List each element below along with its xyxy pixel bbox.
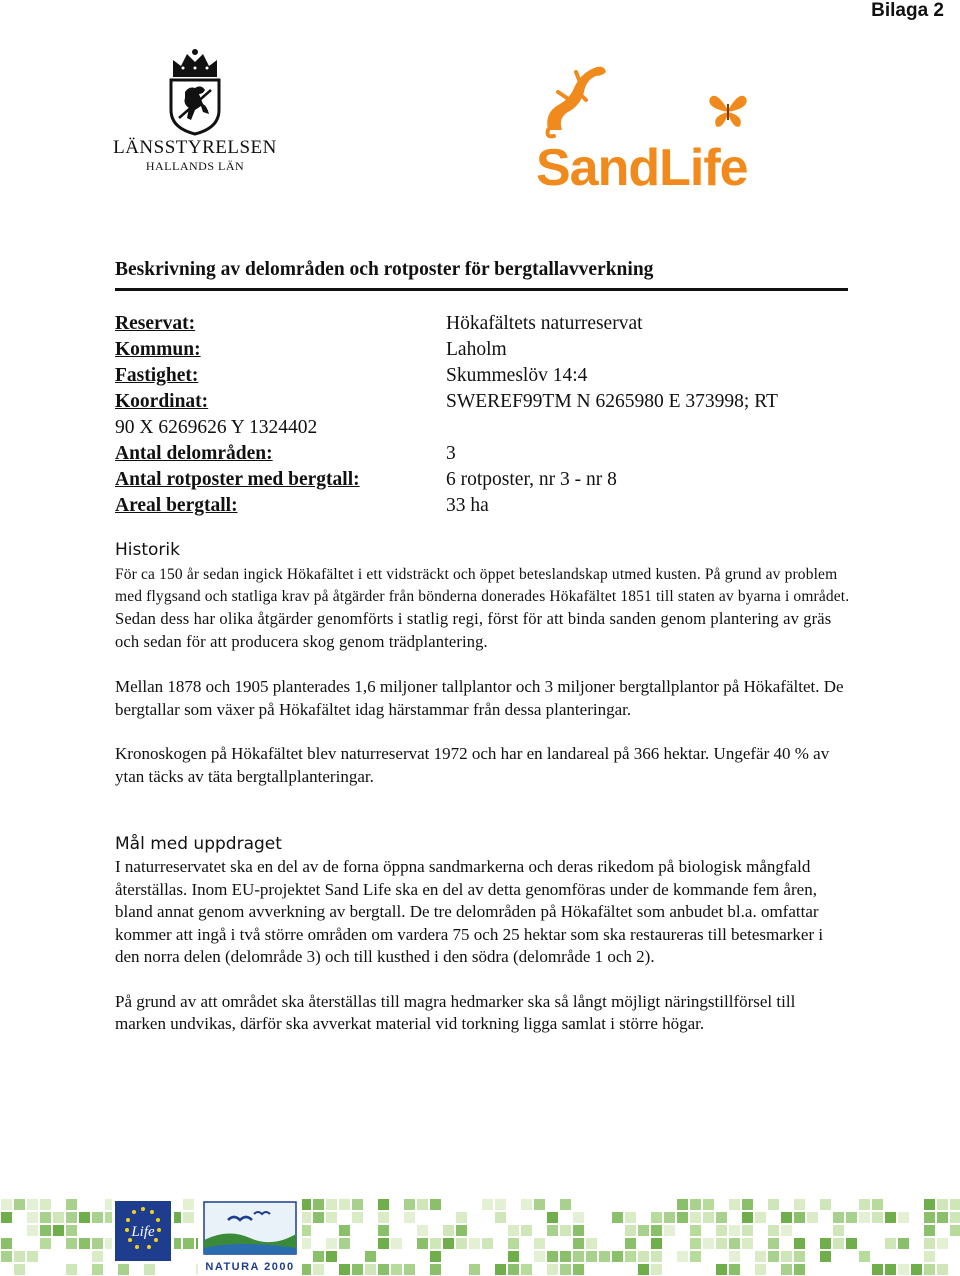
natura-logo-text: NATURA 2000 (205, 1261, 295, 1273)
footer-tile (27, 1251, 38, 1262)
mal-paragraph: I naturreservatet ska en del av de forna öppna sandmarkerna och deras rikedom på biologisk mångfald återställas. Inom EU-projektet Sand Life ska en del av detta genomföras under de kommande fem åren, bland annat genom avverkning av bergtall. De tre delområden på Hökafältet som anbudet bl.a. omfattar kommer att ingå i två större områden om vardera 75 och 25 hektar som ska restaureras till betesmarker i den norra delen (delområde 3) och till kusthed i den södra (delområde 1 och 2). (115, 857, 824, 966)
footer-tile (1, 1238, 12, 1249)
footer-tile (937, 1238, 948, 1249)
fact-label: Fastighet: (115, 365, 199, 386)
footer-tile (534, 1199, 545, 1210)
fact-row (115, 493, 855, 519)
footer-tile (417, 1199, 428, 1210)
footer-tile (547, 1251, 558, 1262)
footer-tile (768, 1238, 779, 1249)
footer-tile (482, 1238, 493, 1249)
fact-value: 33 ha (446, 495, 489, 516)
footer-tile (183, 1199, 194, 1210)
footer-tile (794, 1264, 805, 1275)
fact-value: Hökafältets naturreservat (446, 313, 643, 334)
footer-tile (924, 1212, 935, 1223)
fact-label: Reservat: (115, 313, 196, 334)
footer-tile (898, 1264, 909, 1275)
life-eu-logo (112, 1198, 174, 1264)
footer-tile (40, 1238, 51, 1249)
footer-tile (586, 1251, 597, 1262)
footer-tile (898, 1212, 909, 1223)
footer-tile (625, 1212, 636, 1223)
footer-tile (677, 1212, 688, 1223)
historik-heading: Historik (115, 540, 180, 560)
fact-value: 6 rotposter, nr 3 - nr 8 (446, 469, 617, 490)
footer-tile (950, 1225, 960, 1236)
footer-tile (677, 1199, 688, 1210)
footer-tile (937, 1212, 948, 1223)
footer-tile (573, 1264, 584, 1275)
footer-tile (742, 1212, 753, 1223)
footer-tile (92, 1251, 103, 1262)
footer-tile (339, 1264, 350, 1275)
footer-tile (846, 1212, 857, 1223)
sandlife-logo (536, 60, 796, 197)
footer-tile (443, 1225, 454, 1236)
footer-tile (365, 1264, 376, 1275)
fact-row (115, 311, 855, 337)
footer-tile (339, 1199, 350, 1210)
footer-tile (664, 1212, 675, 1223)
footer-tile (378, 1212, 389, 1223)
footer-tile (352, 1264, 363, 1275)
footer-tile (547, 1264, 558, 1275)
footer-tile (313, 1264, 324, 1275)
footer-tile (339, 1238, 350, 1249)
butterfly-icon (706, 90, 750, 130)
footer-tile (625, 1251, 636, 1262)
footer-tile (651, 1225, 662, 1236)
footer-tile (820, 1238, 831, 1249)
footer-tile (92, 1238, 103, 1249)
footer-tile (508, 1238, 519, 1249)
footer-tile (755, 1264, 766, 1275)
footer-tile (950, 1199, 960, 1210)
footer-tile (378, 1264, 389, 1275)
fact-label: Areal bergtall: (115, 495, 238, 516)
footer-tile (508, 1264, 519, 1275)
footer-tile (872, 1212, 883, 1223)
lizard-icon (540, 60, 630, 140)
footer-tile (1, 1212, 12, 1223)
footer-tile (859, 1212, 870, 1223)
footer-tile (495, 1212, 506, 1223)
footer-tile (534, 1238, 545, 1249)
footer-tile (820, 1199, 831, 1210)
fact-label: Kommun: (115, 339, 201, 360)
fact-row (115, 467, 855, 493)
footer-tile (664, 1225, 675, 1236)
footer-tile (430, 1264, 441, 1275)
footer-tile (586, 1238, 597, 1249)
footer-tile (742, 1225, 753, 1236)
footer-tile (768, 1225, 779, 1236)
footer-tile (508, 1225, 519, 1236)
footer-tile (118, 1264, 129, 1275)
lansstyrelsen-name: LÄNSSTYRELSEN (113, 137, 277, 158)
footer-tile (443, 1238, 454, 1249)
footer-tile (313, 1199, 324, 1210)
fact-label: Antal delområden: (115, 443, 273, 464)
footer-tile (729, 1199, 740, 1210)
footer-tile (638, 1251, 649, 1262)
footer-tile (768, 1251, 779, 1262)
footer-tile (352, 1199, 363, 1210)
historik-text: För ca 150 år sedan ingick Hökafältet i ett vidsträckt och öppet beteslandskap utmed kusten. På grund av problem med flygsand och statliga krav på åtgärder från bönderna donerades Hökafältet 1851 till staten av byarna i området. (115, 566, 850, 605)
historik-paragraph-2: Mellan 1878 och 1905 planterades 1,6 miljoner tallplantor och 3 miljoner bergtallplantor på Hökafältet. De bergtallar som växer på Hökafältet idag härstammar från dessa planteringar. (115, 677, 844, 719)
historik-text-cont: Sedan dess har olika åtgärder genomförts i statlig regi, först för att binda sanden genom plantering av gräs och sedan för att producera skog genom trädplantering. (115, 609, 832, 651)
footer-tile (547, 1225, 558, 1236)
footer-tile (729, 1238, 740, 1249)
footer-tile (690, 1199, 701, 1210)
footer-tile (144, 1264, 155, 1275)
footer-tile (534, 1251, 545, 1262)
footer-tile (495, 1199, 506, 1210)
footer-tile (326, 1238, 337, 1249)
footer-tile (859, 1251, 870, 1262)
footer-tile (677, 1251, 688, 1262)
footer-tile (872, 1264, 883, 1275)
footer-tile (560, 1264, 571, 1275)
footer-tile (66, 1212, 77, 1223)
footer-tile (313, 1251, 324, 1262)
footer-tile (625, 1225, 636, 1236)
fact-label: Antal rotposter med bergtall: (115, 469, 360, 490)
lansstyrelsen-logo (110, 48, 280, 174)
footer-tile (417, 1238, 428, 1249)
footer-tile (625, 1238, 636, 1249)
mal-section (115, 832, 850, 1036)
footer-tile (651, 1264, 662, 1275)
footer-tile (599, 1251, 610, 1262)
footer-tile (716, 1225, 727, 1236)
footer-tile (690, 1225, 701, 1236)
footer-tile (924, 1251, 935, 1262)
footer-tile (573, 1251, 584, 1262)
footer-tile (833, 1225, 844, 1236)
footer-tile (768, 1199, 779, 1210)
footer-tile (846, 1238, 857, 1249)
footer-tile (430, 1199, 441, 1210)
footer-tile (391, 1264, 402, 1275)
footer-tile (573, 1238, 584, 1249)
footer-tile (53, 1212, 64, 1223)
fact-row (115, 363, 855, 389)
footer-tile (365, 1251, 376, 1262)
footer-tile (1, 1251, 12, 1262)
fact-row (115, 441, 855, 467)
footer-tile (14, 1199, 25, 1210)
footer-tile (352, 1212, 363, 1223)
facts-table (115, 311, 855, 519)
footer-tile (729, 1264, 740, 1275)
crown-lion-coat-of-arms-icon (165, 48, 225, 136)
footer-tile (781, 1225, 792, 1236)
footer-tile (794, 1251, 805, 1262)
footer-tile (898, 1238, 909, 1249)
footer-tile (456, 1225, 467, 1236)
footer-tile (742, 1238, 753, 1249)
footer-tile (703, 1199, 714, 1210)
footer-tile (1, 1199, 12, 1210)
footer-tile (456, 1212, 467, 1223)
footer-tile (378, 1238, 389, 1249)
footer-tile (79, 1212, 90, 1223)
footer-tile (482, 1199, 493, 1210)
footer-tile (781, 1251, 792, 1262)
footer-tile (521, 1264, 532, 1275)
footer-tile (833, 1238, 844, 1249)
footer-tile (456, 1238, 467, 1249)
fact-row (115, 337, 855, 363)
footer-tile (820, 1251, 831, 1262)
footer-tile (313, 1212, 324, 1223)
footer-tile (716, 1264, 727, 1275)
footer-tile (66, 1238, 77, 1249)
footer-tile (469, 1264, 480, 1275)
footer-tile (14, 1264, 25, 1275)
footer-tile (417, 1225, 428, 1236)
footer-tile (690, 1212, 701, 1223)
footer-tile (937, 1264, 948, 1275)
footer-tile (430, 1251, 441, 1262)
footer-tile (794, 1238, 805, 1249)
footer-tile (495, 1264, 506, 1275)
footer-tile (560, 1225, 571, 1236)
attachment-label: Bilaga 2 (871, 0, 944, 21)
footer-tile (781, 1264, 792, 1275)
footer-tile (729, 1251, 740, 1262)
footer-tile (924, 1238, 935, 1249)
footer-tile (833, 1212, 844, 1223)
fact-continuation: 90 X 6269626 Y 1324402 (115, 417, 318, 438)
footer-tile (573, 1225, 584, 1236)
footer-tile (521, 1225, 532, 1236)
footer-tile (690, 1238, 701, 1249)
footer-tile (391, 1238, 402, 1249)
lansstyrelsen-subtitle: HALLANDS LÄN (145, 159, 245, 173)
footer-tile (378, 1225, 389, 1236)
fact-row (115, 389, 855, 415)
fact-value: 3 (446, 443, 456, 464)
footer-tile (326, 1199, 337, 1210)
footer-tile (40, 1199, 51, 1210)
historik-paragraph-3: Kronoskogen på Hökafältet blev naturreservat 1972 och har en landareal på 366 hektar. Ungefär 40 % av ytan täcks av täta bergtallplanteringar. (115, 744, 830, 786)
footer-tile (924, 1225, 935, 1236)
footer-tile (807, 1212, 818, 1223)
footer-tile (92, 1212, 103, 1223)
fact-row (115, 415, 855, 441)
footer-tile (14, 1251, 25, 1262)
historik-paragraph (115, 564, 850, 654)
mal-paragraph-2: På grund av att området ska återställas till magra hedmarker ska så långt möjligt näringstillförsel till marken undvikas, därför ska avverkat material vid torkning ligga samlat i större högar. (115, 991, 796, 1033)
footer-tile (521, 1199, 532, 1210)
footer-tile (27, 1212, 38, 1223)
footer-tile (651, 1212, 662, 1223)
footer-tile (326, 1251, 337, 1262)
fact-label: Koordinat: (115, 391, 209, 412)
footer-tile (638, 1225, 649, 1236)
footer-tile (716, 1212, 727, 1223)
footer-tile (859, 1199, 870, 1210)
life-logo-text: Life (131, 1224, 155, 1240)
footer-tile (703, 1212, 714, 1223)
footer-tile (469, 1238, 480, 1249)
footer-tile (430, 1238, 441, 1249)
footer-tile (92, 1264, 103, 1275)
footer-tile (872, 1199, 883, 1210)
footer-tile (339, 1225, 350, 1236)
footer-tile (742, 1199, 753, 1210)
footer-tile (66, 1225, 77, 1236)
footer-tile (885, 1264, 896, 1275)
footer-tile (703, 1238, 714, 1249)
footer-tile (755, 1251, 766, 1262)
footer-tile (781, 1212, 792, 1223)
footer-tile (27, 1225, 38, 1236)
footer-tile (612, 1251, 623, 1262)
footer-tile (950, 1212, 960, 1223)
footer-tile (183, 1238, 194, 1249)
fact-value: Skummeslöv 14:4 (446, 365, 588, 386)
footer-tile (560, 1199, 571, 1210)
footer-tile (651, 1238, 662, 1249)
natura-2000-logo (198, 1198, 302, 1276)
footer-tile (729, 1225, 740, 1236)
sandlife-wordmark: SandLife (536, 139, 748, 197)
fact-value: Laholm (446, 339, 507, 360)
footer-tile (573, 1212, 584, 1223)
historik-section (115, 538, 850, 788)
footer-tile (885, 1212, 896, 1223)
footer-tile (404, 1264, 415, 1275)
footer-tile (40, 1225, 51, 1236)
footer-tile (794, 1199, 805, 1210)
footer-tile (378, 1199, 389, 1210)
footer-tile (716, 1238, 727, 1249)
footer-tile (66, 1199, 77, 1210)
footer-tile (508, 1251, 519, 1262)
footer-tile (53, 1225, 64, 1236)
footer-tile (885, 1238, 896, 1249)
footer-tile (66, 1264, 77, 1275)
footer-tile (404, 1212, 415, 1223)
footer-tile (40, 1212, 51, 1223)
footer-tile (690, 1251, 701, 1262)
footer-tile (547, 1212, 558, 1223)
fact-value: SWEREF99TM N 6265980 E 373998; RT (446, 391, 778, 412)
footer-tile (560, 1251, 571, 1262)
footer-tile (183, 1212, 194, 1223)
footer-tile (27, 1199, 38, 1210)
footer-tile (794, 1212, 805, 1223)
footer-tile (404, 1199, 415, 1210)
footer-tile (326, 1212, 337, 1223)
footer-tile (924, 1199, 935, 1210)
footer-tile (755, 1212, 766, 1223)
mal-heading: Mål med uppdraget (115, 834, 282, 854)
footer-tile (937, 1199, 948, 1210)
footer-tile (924, 1264, 935, 1275)
footer-tile (638, 1264, 649, 1275)
footer-tile (612, 1212, 623, 1223)
page-title: Beskrivning av delområden och rotposter för bergtallavverkning (115, 259, 848, 291)
footer-tile (79, 1238, 90, 1249)
footer-tile (911, 1264, 922, 1275)
footer-logo-strip (0, 1198, 960, 1276)
footer-tile (651, 1251, 662, 1262)
